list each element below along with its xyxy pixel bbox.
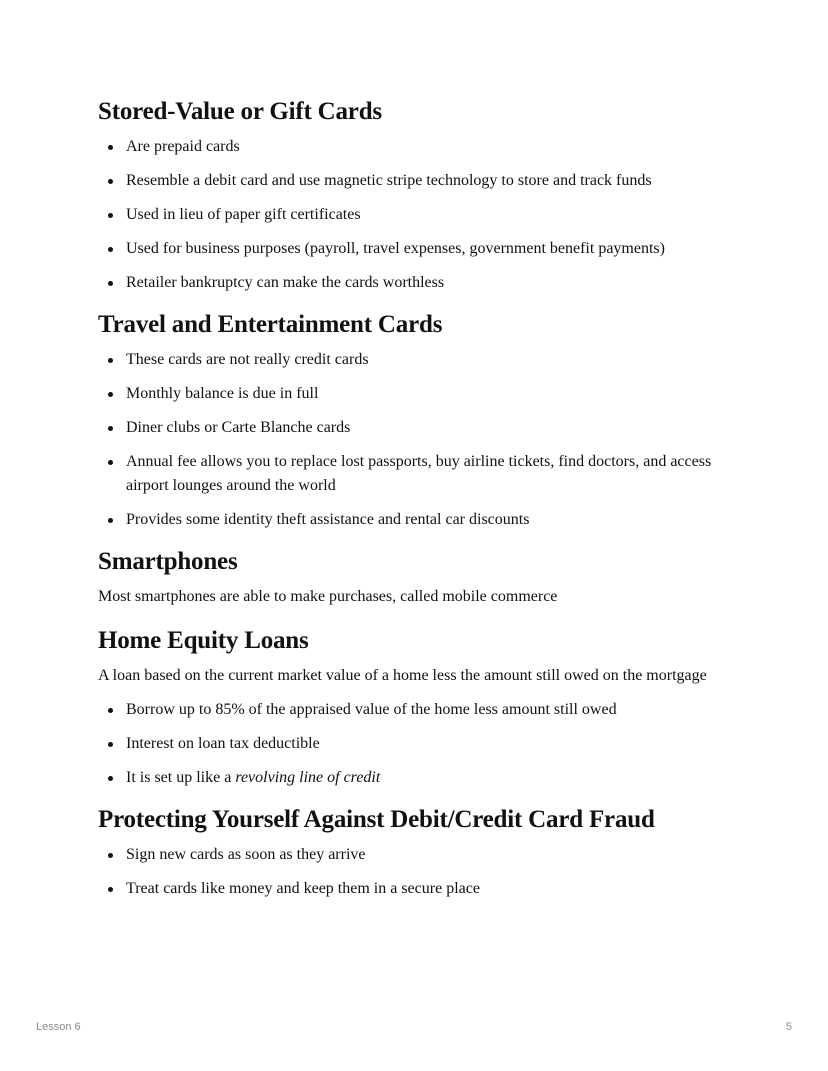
section-heading: Stored-Value or Gift Cards	[98, 98, 382, 125]
list-item	[98, 766, 738, 790]
bullet-list	[98, 843, 738, 901]
footer-lesson-label: Lesson 6	[36, 1021, 81, 1033]
section-fraud-protection	[98, 804, 738, 901]
bullet-list	[98, 698, 738, 790]
list-item: Interest on loan tax deductible	[98, 732, 738, 756]
footer-page-number: 5	[785, 1021, 792, 1033]
section-smartphones	[98, 546, 738, 609]
section-paragraph: Most smartphones are able to make purchases, called mobile commerce	[98, 588, 558, 605]
list-item-text: It is set up like a	[126, 769, 236, 786]
list-item: Used for business purposes (payroll, travel expenses, government benefit payments)	[98, 237, 738, 261]
section-heading: Protecting Yourself Against Debit/Credit Card Fraud	[98, 806, 655, 833]
document-body	[98, 96, 738, 915]
bullet-list	[98, 135, 738, 295]
list-item: Used in lieu of paper gift certificates	[98, 203, 738, 227]
section-stored-value	[98, 96, 738, 295]
emphasized-term: revolving line of credit	[235, 769, 381, 786]
list-item: These cards are not really credit cards	[98, 348, 738, 372]
list-item: Annual fee allows you to replace lost passports, buy airline tickets, find doctors, and access airport lounges around the world	[98, 450, 738, 498]
list-item: Monthly balance is due in full	[98, 382, 738, 406]
section-home-equity	[98, 625, 738, 790]
section-paragraph: A loan based on the current market value of a home less the amount still owed on the mortgage	[98, 667, 707, 684]
section-travel-entertainment	[98, 309, 738, 532]
list-item: Diner clubs or Carte Blanche cards	[98, 416, 738, 440]
list-item: Retailer bankruptcy can make the cards worthless	[98, 271, 738, 295]
list-item: Borrow up to 85% of the appraised value of the home less amount still owed	[98, 698, 738, 722]
bullet-list	[98, 348, 738, 532]
list-item: Sign new cards as soon as they arrive	[98, 843, 738, 867]
list-item: Provides some identity theft assistance and rental car discounts	[98, 508, 738, 532]
list-item: Are prepaid cards	[98, 135, 738, 159]
section-heading: Smartphones	[98, 548, 238, 575]
list-item: Treat cards like money and keep them in a secure place	[98, 877, 738, 901]
section-heading: Home Equity Loans	[98, 627, 309, 654]
list-item: Resemble a debit card and use magnetic stripe technology to store and track funds	[98, 169, 738, 193]
section-heading: Travel and Entertainment Cards	[98, 311, 443, 338]
